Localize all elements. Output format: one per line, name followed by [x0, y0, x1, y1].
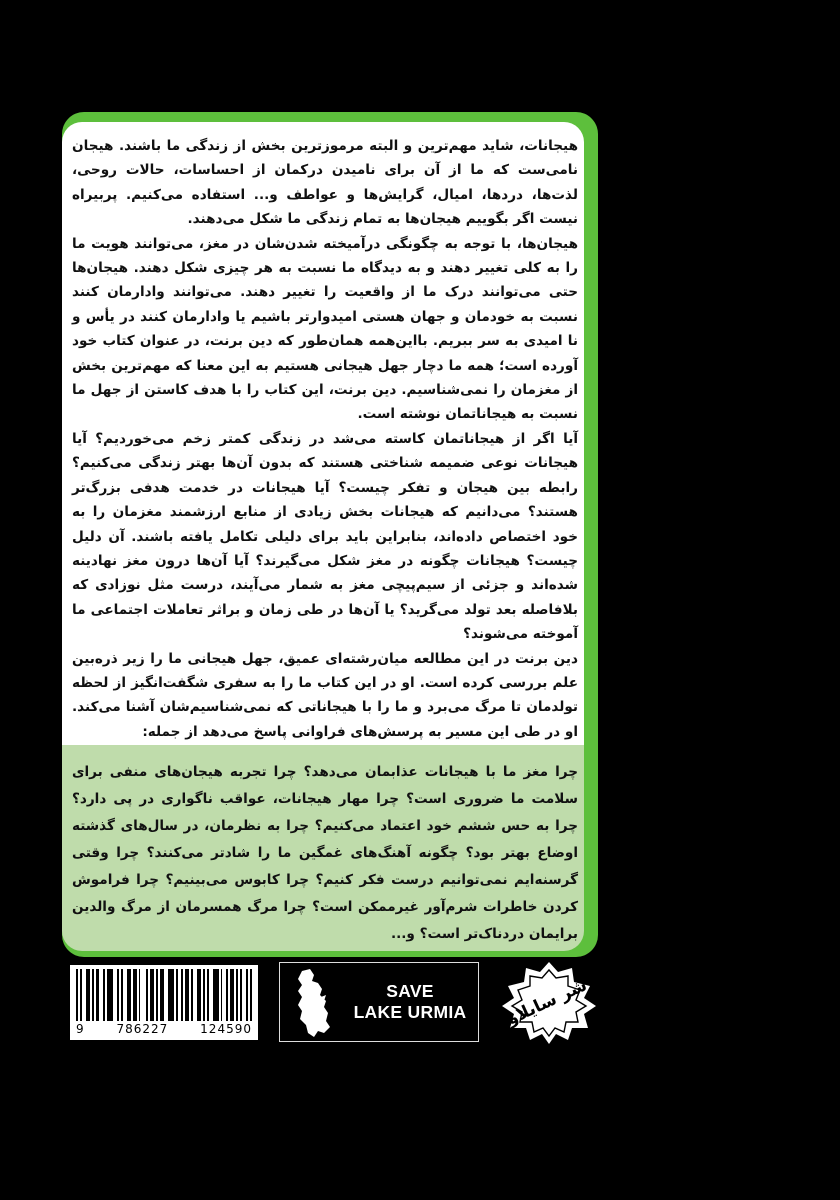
barcode-digit-group-1: 9: [76, 1022, 85, 1036]
barcode-bars: [76, 969, 252, 1021]
barcode-number: [76, 1022, 252, 1036]
description-text: [72, 134, 578, 744]
publisher-logo: [498, 960, 600, 1044]
paragraph-1: هیجانات، شاید مهم‌ترین و البته مرموزترین بخش از زندگی ما باشند. هیجان نامی‌ست که ما از آن برای نامیدن درکمان از احساسات، حالات روحی، لذت‌ها، دردها، امیال، گرایش‌ها و عواطف و... استفاده می‌کنیم. پربیراه نیست اگر بگوییم هیجان‌ها به تمام زندگی ما شکل می‌دهند.: [72, 138, 578, 228]
paragraph-2: هیجان‌ها، با توجه به چگونگی درآمیخته شدن‌شان در مغز، می‌توانند هویت ما را به کلی تغییر دهند و به دیدگاه ما نسبت به هر چیزی شکل دهند. هیجان‌ها حتی می‌توانند درک ما از واقعیت را تغییر دهند. می‌توانند وادارمان کنند نسبت به خودمان و جهان هستی امیدوارتر باشیم یا وادارمان کنند در یأس و نا امیدی به سر ببریم. بااین‌همه همان‌طور که دین برنت، در عنوان کتاب خود آورده است؛ همه ما دچار جهل هیجانی هستیم به این معنا که مهم‌ترین بخش از مغزمان را نمی‌شناسیم. دین برنت، این کتاب را با هدف کاستن از جهل ما نسبت به هیجاناتمان نوشته است.: [72, 235, 578, 423]
paragraph-3: آیا اگر از هیجاناتمان کاسته می‌شد در زندگی کمتر زخم می‌خوردیم؟ آیا هیجانات نوعی ضمیمه شناختی هستند که بدون آن‌ها بهتر زندگی می‌کنیم؟ رابطه بین هیجان و تفکر چیست؟ آیا هیجانات در خدمت هدفی بزرگ‌تر هستند؟ می‌دانیم که هیجانات بخش زیادی از منابع ارزشمند مغزمان را به خود اختصاص داده‌اند، بنابراین باید برای دلیلی تکامل یافته باشند. آن دلیل چیست؟ هیجانات چگونه در مغز شکل می‌گیرند؟ آیا آن‌ها درون مغز نهادینه شده‌اند و جزئی از سیم‌پیچی مغز به شمار می‌آیند، درست مثل نوزادی که بلافاصله بعد تولد می‌گرید؟ یا آن‌ها در طی زمان و براثر تعاملات اجتماعی ما آموخته می‌شوند؟: [72, 430, 578, 643]
questions-text: چرا مغز ما با هیجانات عذابمان می‌دهد؟ چرا تجربه هیجان‌های منفی برای سلامت ما ضروری است؟ چرا مهار هیجانات، عواقب ناگواری در پی دارد؟ چرا به حس ششم خود اعتماد می‌کنیم؟ چرا به نظرمان، در سال‌های گذشته اوضاع بهتر بود؟ چگونه آهنگ‌های غمگین ما را شادتر می‌کنند؟ چرا وقتی گرسنه‌ایم نمی‌توانیم درست فکر کنیم؟ چرا کابوس می‌بینیم؟ چرا فراموش کردن خاطرات شرم‌آور غیرممکن است؟ چرا مرگ همسرمان از مرگ والدین برایمان دردناک‌تر است؟ و...: [72, 764, 578, 942]
publisher-logo-text: شر سایلاو: [503, 975, 591, 1030]
paragraph-4: دین برنت در این مطالعه میان‌رشته‌ای عمیق، جهل هیجانی ما را زیر ذره‌بین علم بررسی کرده است. او در این کتاب ما را به سفری شگفت‌انگیز از لحظه تولدمان تا مرگ می‌برد و ما را با هیجاناتی که نمی‌شناسیم‌شان آشنا می‌کند. او در طی این مسیر به پرسش‌های فراوانی پاسخ می‌دهد از جمله:: [72, 650, 578, 740]
campaign-line-1: SAVE: [386, 981, 434, 1001]
barcode-digit-group-3: 124590: [200, 1022, 252, 1036]
barcode: [70, 965, 258, 1040]
campaign-line-2: LAKE URMIA: [353, 1002, 467, 1022]
questions-panel: [62, 745, 584, 951]
description-panel: [62, 122, 584, 745]
save-lake-urmia-text: [346, 981, 474, 1023]
barcode-digit-group-2: 786227: [116, 1022, 169, 1036]
barcode-stripe: [250, 969, 252, 1021]
lake-urmia-map-icon: [288, 967, 342, 1039]
save-lake-urmia-badge: [279, 962, 479, 1042]
